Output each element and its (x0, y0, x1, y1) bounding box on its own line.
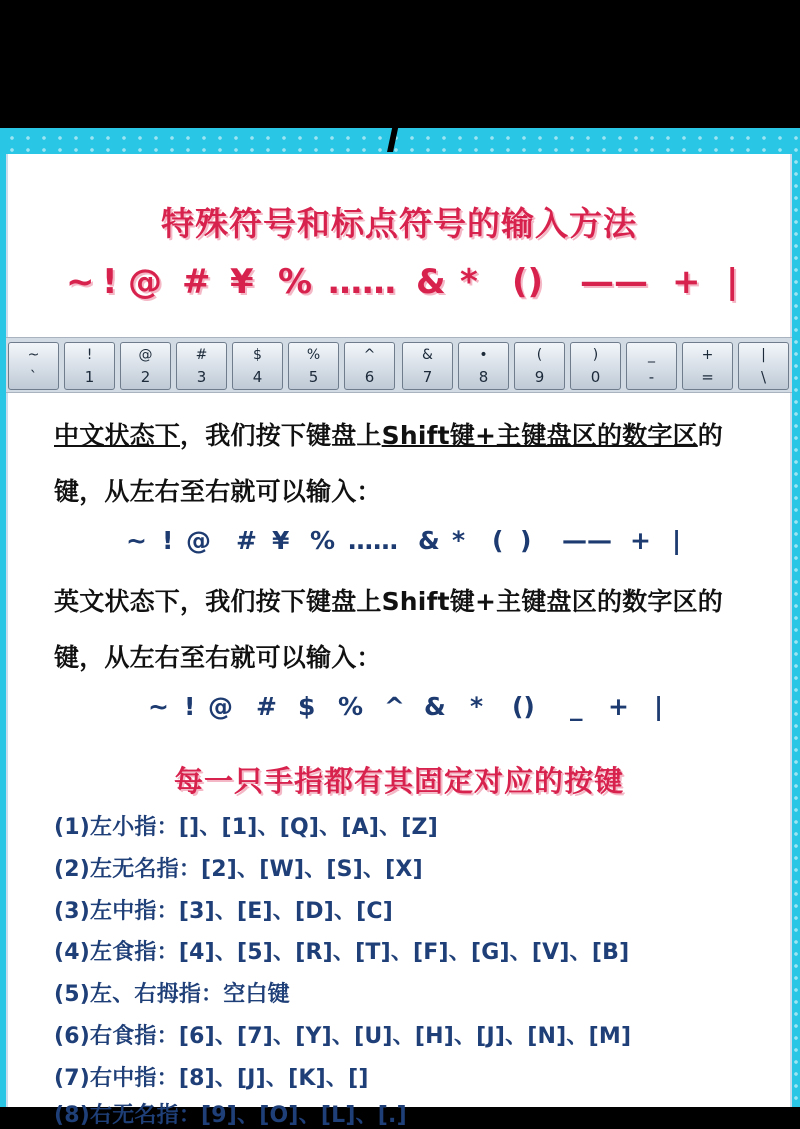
en-symbol: % (338, 692, 364, 721)
finger-item: (7)右中指：[8]、[J]、[K]、[] (54, 1066, 369, 1091)
cn-symbol: —— (562, 526, 612, 555)
cn-symbol: + (630, 526, 651, 555)
red-symbol: & (416, 262, 446, 302)
content-card (6, 154, 792, 1128)
key-shift-label: ! (86, 347, 93, 363)
red-symbol: * (460, 262, 478, 302)
red-symbol: @ (128, 262, 162, 302)
key-shift-label: ~ (27, 347, 40, 363)
key-backtick[interactable] (8, 342, 59, 390)
chinese-mode-line-1 (54, 416, 774, 452)
en-symbol: | (654, 692, 664, 721)
english-mode-line-1: 英文状态下，我们按下键盘上Shift键+主键盘区的数字区的 (54, 587, 723, 616)
red-symbol: () (512, 262, 544, 302)
key-shift-label: | (761, 347, 766, 363)
finger-item: (4)左食指：[4]、[5]、[R]、[T]、[F]、[G]、[V]、[B] (54, 940, 630, 965)
key-base-label: 8 (478, 368, 489, 386)
key-base-label: 3 (196, 368, 207, 386)
key-base-label: \ (760, 368, 767, 386)
key-base-label: 9 (534, 368, 545, 386)
red-symbol: | (726, 262, 739, 302)
key-base-label: 1 (84, 368, 95, 386)
cn-symbol: …… (348, 526, 398, 555)
cn-symbol: ( (492, 526, 504, 555)
cn-symbol: ~ (126, 526, 147, 555)
key-7[interactable] (402, 342, 453, 390)
en-symbol: # (256, 692, 277, 721)
key-shift-label: + (701, 347, 714, 363)
en-symbol: + (608, 692, 629, 721)
key-2[interactable] (120, 342, 171, 390)
en-symbol: ~ (148, 692, 169, 721)
chinese-mode-label: 中文状态下 (54, 421, 181, 450)
finger-item: (3)左中指：[3]、[E]、[D]、[C] (54, 899, 393, 924)
key-equals[interactable] (682, 342, 733, 390)
finger-item: (5)左、右拇指：空白键 (54, 982, 290, 1007)
key-minus[interactable] (626, 342, 677, 390)
en-symbol: & (424, 692, 446, 721)
cn-symbol: ¥ (272, 526, 290, 555)
key-base-label: 0 (590, 368, 601, 386)
key-base-label: 7 (422, 368, 433, 386)
key-base-label: ` (29, 368, 38, 386)
en-symbol: () (512, 692, 535, 721)
red-symbol: ! (102, 262, 118, 302)
key-3[interactable] (176, 342, 227, 390)
chinese-mode-text: ，我们按下键盘上 (180, 421, 382, 450)
finger-item: (8)右无名指：[9]、[O]、[L]、[.] (54, 1103, 407, 1128)
top-black-band (0, 0, 800, 128)
english-mode-line-2: 键，从左右至右就可以输入： (54, 643, 382, 672)
key-base-label: - (648, 368, 655, 386)
key-shift-label: @ (138, 347, 153, 363)
red-symbol: …… (328, 262, 396, 302)
key-5[interactable] (288, 342, 339, 390)
en-symbol: _ (570, 692, 583, 721)
key-backslash[interactable] (738, 342, 789, 390)
cn-symbol: % (310, 526, 336, 555)
key-base-label: 2 (140, 368, 151, 386)
red-symbol: ¥ (230, 262, 254, 302)
key-shift-label: % (306, 347, 321, 363)
red-symbol: % (278, 262, 313, 302)
red-symbol: ~ (66, 262, 95, 302)
key-4[interactable] (232, 342, 283, 390)
key-shift-label: _ (648, 347, 655, 363)
chinese-mode-text-end: 的 (697, 421, 723, 450)
page-title: 特殊符号和标点符号的输入方法 (161, 204, 637, 243)
shift-key-phrase: Shift键+主键盘区的数字区 (381, 421, 698, 450)
red-symbol: # (182, 262, 211, 302)
key-shift-label: ( (536, 347, 543, 363)
key-base-label: 6 (364, 368, 375, 386)
key-base-label: = (701, 368, 714, 386)
cn-symbol: ) (520, 526, 532, 555)
en-symbol: @ (208, 692, 233, 721)
en-symbol: ! (184, 692, 196, 721)
key-9[interactable] (514, 342, 565, 390)
key-6[interactable] (344, 342, 395, 390)
en-symbol: ^ (384, 692, 405, 721)
cn-symbol: & (418, 526, 440, 555)
key-shift-label: ^ (363, 347, 376, 363)
red-symbol: + (672, 262, 701, 302)
cn-symbol: ! (162, 526, 174, 555)
key-0[interactable] (570, 342, 621, 390)
key-shift-label: • (479, 347, 488, 363)
chinese-mode-line-2: 键，从左右至右就可以输入： (54, 477, 382, 506)
key-1[interactable] (64, 342, 115, 390)
cn-symbol: * (452, 526, 466, 555)
cn-symbol: @ (186, 526, 211, 555)
en-symbol: $ (298, 692, 316, 721)
keyboard-number-row (6, 337, 792, 393)
key-base-label: 5 (308, 368, 319, 386)
key-shift-label: # (195, 347, 208, 363)
red-symbol: —— (580, 262, 648, 302)
fingers-section-title: 每一只手指都有其固定对应的按键 (173, 764, 624, 798)
finger-item: (6)右食指：[6]、[7]、[Y]、[U]、[H]、[J]、[N]、[M] (54, 1024, 632, 1049)
key-8[interactable] (458, 342, 509, 390)
key-shift-label: ) (592, 347, 599, 363)
finger-item: (2)左无名指：[2]、[W]、[S]、[X] (54, 857, 423, 882)
key-shift-label: $ (253, 347, 262, 363)
en-symbol: * (470, 692, 484, 721)
cn-symbol: # (236, 526, 257, 555)
key-base-label: 4 (252, 368, 263, 386)
cn-symbol: | (672, 526, 682, 555)
finger-item: (1)左小指：[]、[1]、[Q]、[A]、[Z] (54, 815, 438, 840)
key-shift-label: & (422, 347, 433, 363)
